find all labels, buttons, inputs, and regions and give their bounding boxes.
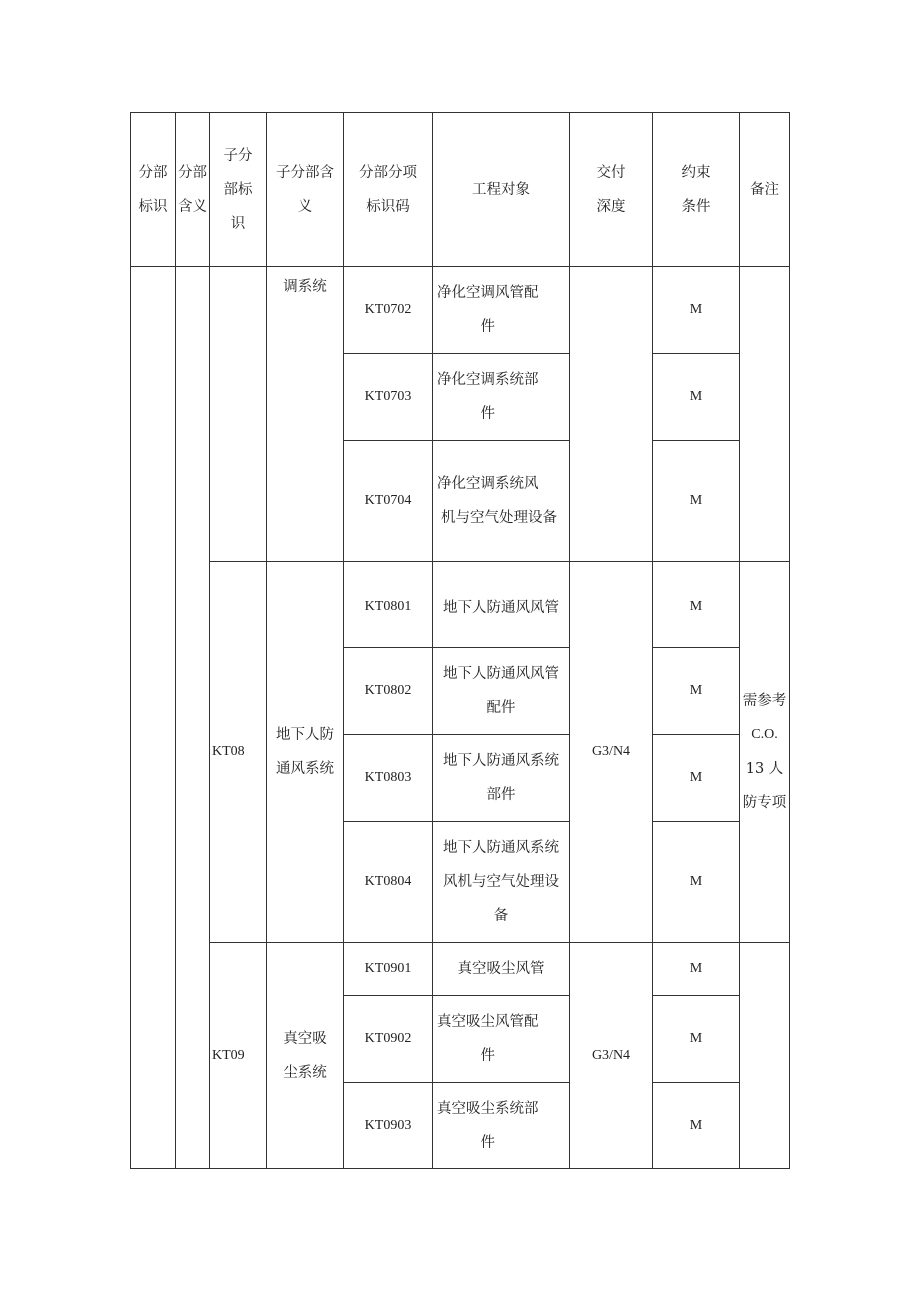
constraint-value: M (689, 599, 703, 614)
subdivision-name: 真空吸 尘系统 (283, 1030, 327, 1081)
item-code: KT0903 (364, 1117, 412, 1133)
header-division-meaning: 分部 含义 (178, 164, 207, 215)
item-code: KT0803 (364, 770, 412, 785)
engineering-object: 净化空调系统部 件 (437, 372, 539, 422)
constraint-value: M (689, 1117, 703, 1133)
subdivision-code: KT09 (212, 1047, 245, 1063)
column-border (130, 112, 131, 1169)
item-code: KT0804 (364, 874, 412, 889)
item-code: KT0704 (364, 493, 412, 508)
header-subdivision-id: 子分 部标 识 (223, 147, 253, 232)
subdivision-code: KT08 (212, 744, 245, 759)
engineering-object: 真空吸尘风管 (457, 961, 545, 977)
header-division-id: 分部 标识 (138, 164, 168, 215)
constraint-value: M (689, 1031, 703, 1046)
header-item-code: 分部分项 标识码 (359, 164, 417, 215)
item-code: KT0901 (364, 961, 412, 976)
delivery-depth: G3/N4 (591, 744, 631, 759)
engineering-object: 净化空调系统风 机与空气处理设备 (437, 476, 557, 526)
engineering-object: 地下人防通风风管 配件 (443, 666, 559, 716)
item-code: KT0902 (364, 1031, 412, 1046)
remark-text: 需参考 C.O. 13 人 防专项 (742, 693, 787, 811)
constraint-value: M (689, 961, 703, 976)
table-bottom-border (130, 1168, 790, 1169)
constraint-value: M (689, 302, 703, 317)
constraint-value: M (689, 770, 703, 785)
constraint-value: M (689, 493, 703, 508)
item-code: KT0801 (364, 599, 412, 614)
subdivision-name-continued: 调系统 (283, 279, 327, 295)
constraint-value: M (689, 874, 703, 889)
engineering-object: 净化空调风管配 件 (437, 285, 539, 335)
column-border (175, 112, 176, 1169)
engineering-object: 地下人防通风风管 (443, 599, 559, 616)
table-right-border (789, 112, 790, 1169)
header-constraint: 约束 条件 (681, 164, 711, 215)
engineering-object: 真空吸尘风管配 件 (437, 1014, 539, 1064)
item-code: KT0802 (364, 683, 412, 698)
engineering-object: 地下人防通风系统 部件 (443, 753, 559, 803)
delivery-depth: G3/N4 (591, 1047, 631, 1063)
engineering-object: 真空吸尘系统部 件 (437, 1100, 539, 1151)
subdivision-name: 地下人防 通风系统 (276, 727, 334, 777)
item-code: KT0703 (364, 389, 412, 404)
header-engineering-object: 工程对象 (472, 181, 530, 198)
header-remark: 备注 (750, 181, 779, 198)
header-subdivision-meaning: 子分部含 义 (276, 164, 334, 215)
engineering-object: 地下人防通风系统 风机与空气处理设 备 (443, 840, 559, 924)
item-code: KT0702 (364, 302, 412, 317)
header-delivery-depth: 交付 深度 (596, 164, 626, 215)
constraint-value: M (689, 389, 703, 404)
constraint-value: M (689, 683, 703, 698)
